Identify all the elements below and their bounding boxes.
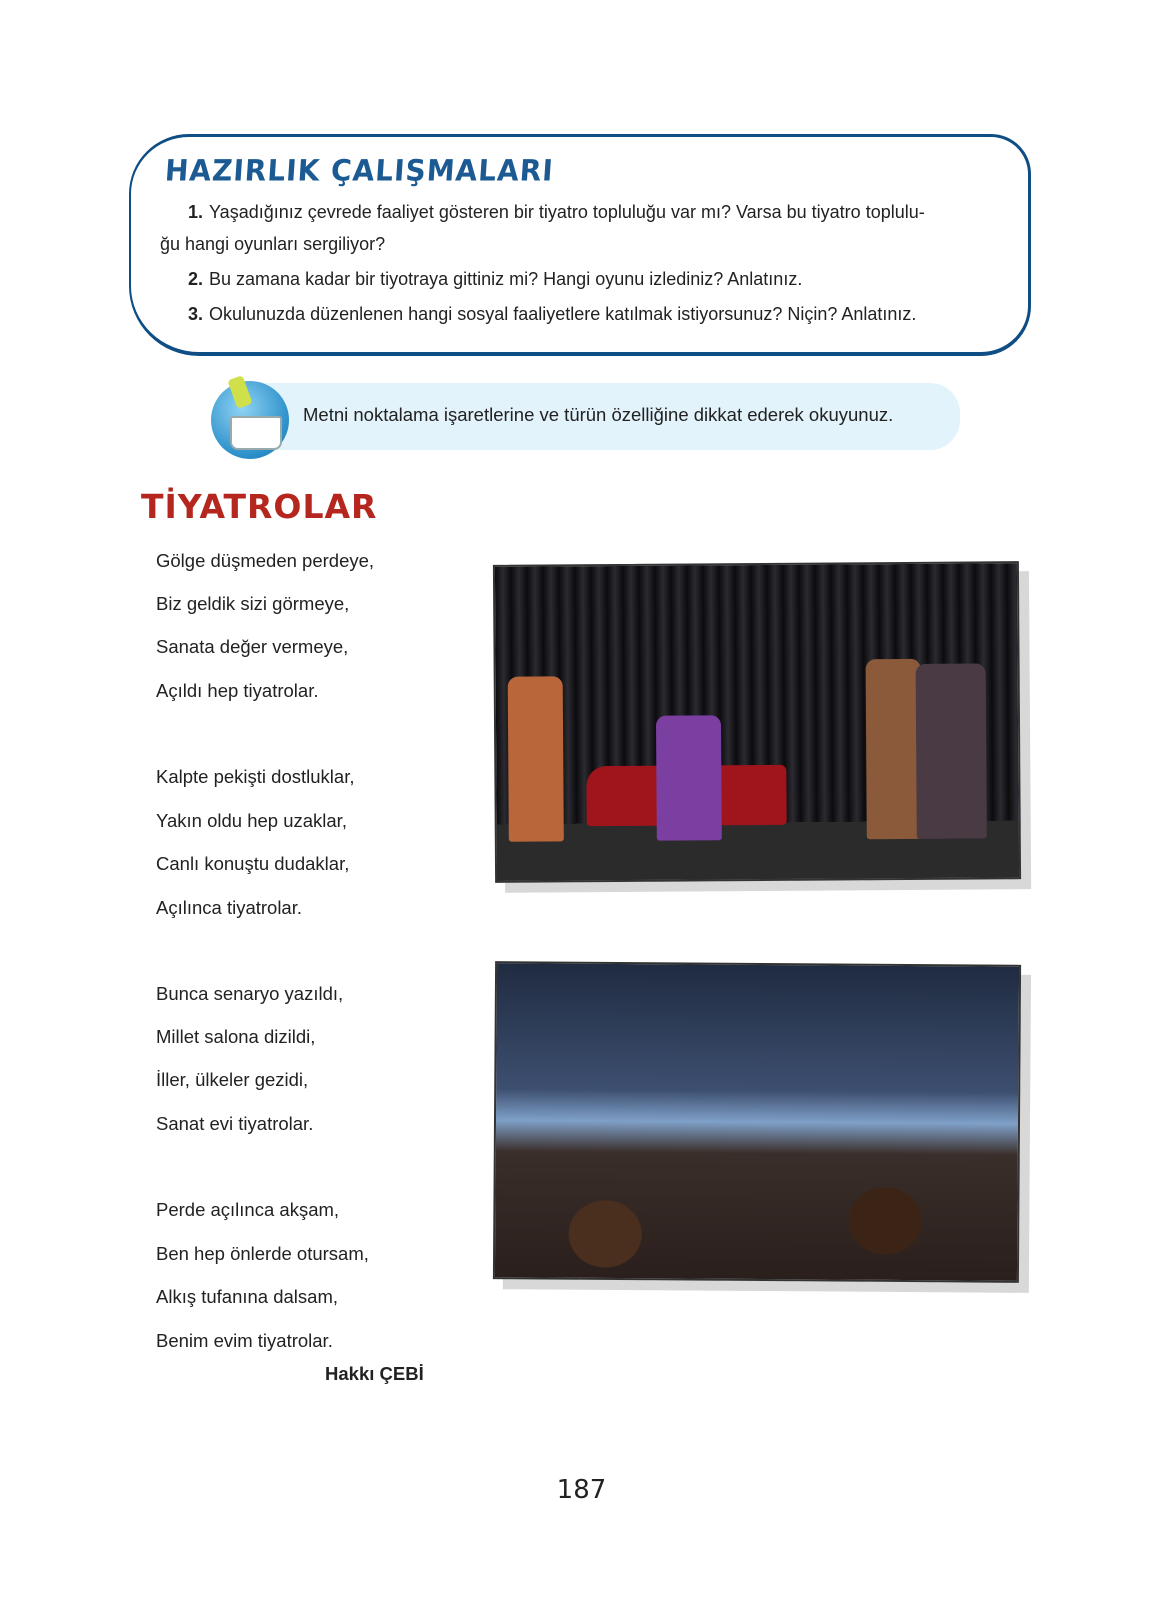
- book-icon: [230, 416, 282, 450]
- poem-line: Ben hep önlerde otursam,: [156, 1243, 369, 1264]
- question-number: 2.: [188, 269, 204, 289]
- actor: [508, 676, 564, 841]
- question-1-continued: ğu hangi oyunları sergiliyor?: [160, 234, 386, 254]
- poem-line: Açıldı hep tiyatrolar.: [156, 680, 319, 701]
- poem-line: Perde açılınca akşam,: [156, 1199, 340, 1220]
- actor: [866, 659, 922, 839]
- poem-line: Biz geldik sizi görmeye,: [156, 593, 350, 614]
- actor: [656, 715, 722, 840]
- poem-line: Açılınca tiyatrolar.: [156, 897, 303, 918]
- poem-author: Hakkı ÇEBİ: [325, 1363, 424, 1384]
- question-number: 1.: [188, 202, 204, 222]
- question-1: [188, 202, 925, 223]
- poem-line: Yakın oldu hep uzaklar,: [156, 810, 347, 831]
- theater-audience-photo: [493, 961, 1021, 1283]
- preparation-title: HAZIRLIK ÇALIŞMALARI: [163, 153, 555, 188]
- question-text: Bu zamana kadar bir tiyotraya gittiniz mi? Hangi oyunu izlediniz? Anlatınız.: [209, 269, 803, 289]
- actor: [916, 663, 987, 838]
- question-text: Okulunuzda düzenlenen hangi sosyal faaliyetlere katılmak istiyorsunuz? Niçin? Anlatınız.: [209, 304, 917, 324]
- poem-line: Gölge düşmeden perdeye,: [156, 550, 375, 571]
- question-text: Yaşadığınız çevrede faaliyet gösteren bir tiyatro topluluğu var mı? Varsa bu tiyatro toplulu-: [209, 202, 925, 222]
- poem-line: Millet salona dizildi,: [156, 1026, 316, 1047]
- poem-line: Sanat evi tiyatrolar.: [156, 1113, 314, 1134]
- poem-line: Kalpte pekişti dostluklar,: [156, 766, 355, 787]
- question-number: 3.: [188, 304, 204, 324]
- poem-line: Bunca senaryo yazıldı,: [156, 983, 344, 1004]
- poem-line: Sanata değer vermeye,: [156, 636, 349, 657]
- question-2: [188, 269, 802, 290]
- page-number: 187: [556, 1475, 607, 1505]
- question-3: [188, 304, 916, 325]
- poem-title: TİYATROLAR: [141, 487, 378, 526]
- poem-line: Alkış tufanına dalsam,: [156, 1286, 339, 1307]
- reading-instruction: Metni noktalama işaretlerine ve türün özelliğine dikkat ederek okuyunuz.: [303, 404, 894, 425]
- theater-stage-photo: [493, 561, 1021, 883]
- poem-line: Canlı konuştu dudaklar,: [156, 853, 350, 874]
- poem-line: Benim evim tiyatrolar.: [156, 1330, 333, 1351]
- poem-line: İller, ülkeler gezidi,: [156, 1069, 309, 1090]
